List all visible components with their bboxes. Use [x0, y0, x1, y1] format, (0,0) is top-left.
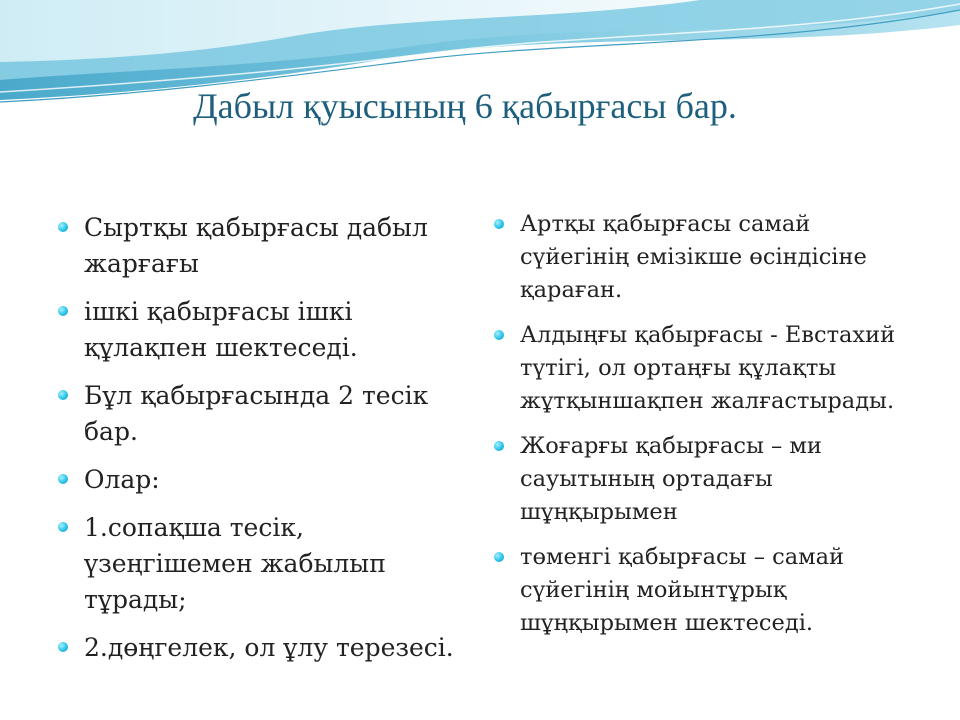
list-item — [520, 430, 920, 529]
bullet-icon — [494, 441, 504, 451]
list-item-text: Сыртқы қабырғасы дабыл жарғағы — [84, 213, 428, 278]
bullet-icon — [58, 390, 68, 400]
list-item — [84, 210, 464, 282]
list-item — [520, 208, 920, 307]
bullet-icon — [494, 330, 504, 340]
slide-title: Дабыл қуысының 6 қабырғасы бар. — [193, 86, 737, 126]
list-item-text: 1.сопақша тесік, үзеңгішемен жабылып тұрады; — [84, 513, 386, 614]
right-bullet-list — [520, 208, 920, 652]
left-bullet-list — [84, 210, 464, 678]
list-item — [520, 541, 920, 640]
bullet-icon — [58, 306, 68, 316]
list-item — [520, 319, 920, 418]
list-item — [84, 378, 464, 450]
list-item — [84, 630, 464, 666]
list-item — [84, 510, 464, 618]
bullet-icon — [58, 222, 68, 232]
list-item — [84, 294, 464, 366]
list-item-text: Артқы қабырғасы самай сүйегінің емізікше өсіндісіне қараған. — [520, 211, 867, 303]
list-item — [84, 462, 464, 498]
bullet-icon — [58, 474, 68, 484]
list-item-text: 2.дөңгелек, ол ұлу терезесі. — [84, 633, 454, 662]
bullet-icon — [494, 219, 504, 229]
list-item-text: Жоғарғы қабырғасы – ми сауытының ортадағы шұңқырымен — [520, 433, 822, 525]
list-item-text: Алдыңғы қабырғасы - Евстахий түтігі, ол ортаңғы құлақты жұтқыншақпен жалғастырады. — [520, 322, 896, 414]
bullet-icon — [58, 642, 68, 652]
list-item-text: төменгі қабырғасы – самай сүйегінің мойынтұрық шұңқырымен шектеседі. — [520, 544, 845, 636]
list-item-text: ішкі қабырғасы ішкі құлақпен шектеседі. — [84, 297, 358, 362]
list-item-text: Олар: — [84, 465, 160, 494]
bullet-icon — [494, 552, 504, 562]
list-item-text: Бұл қабырғасында 2 тесік бар. — [84, 381, 429, 446]
bullet-icon — [58, 522, 68, 532]
